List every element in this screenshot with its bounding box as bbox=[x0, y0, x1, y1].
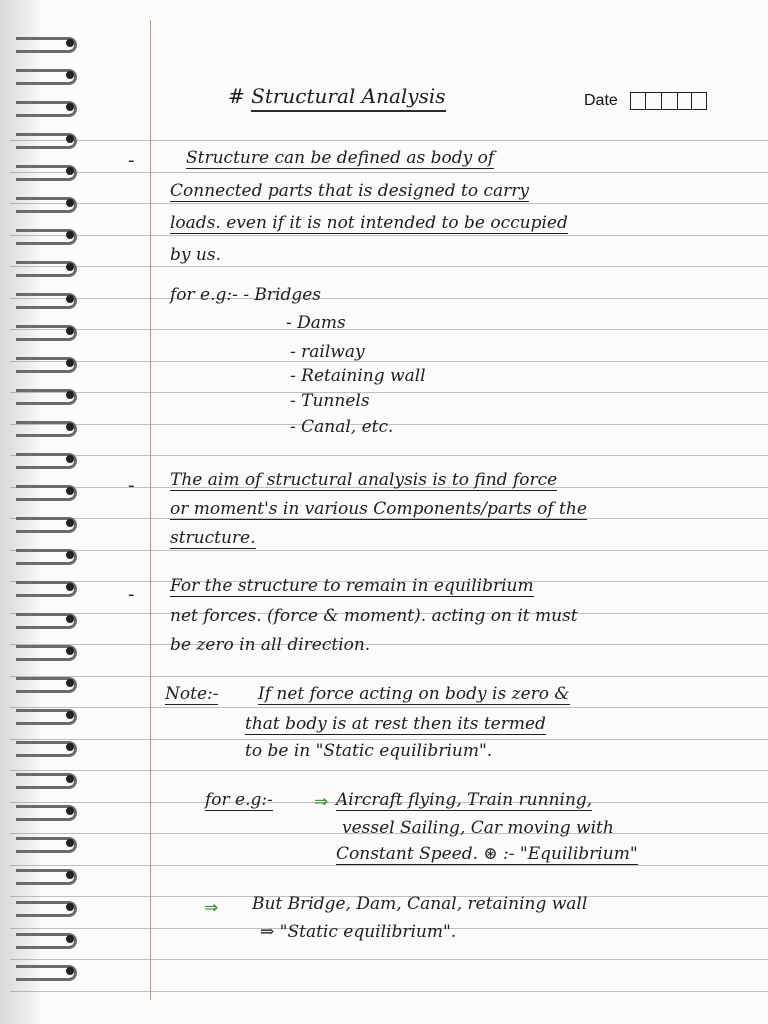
paragraph3-line1: For the structure to remain in equilibrium bbox=[170, 576, 534, 596]
page-title bbox=[228, 84, 446, 108]
paragraph3-line3: be zero in all direction. bbox=[170, 635, 371, 655]
paragraph1-line4: by us. bbox=[170, 245, 221, 265]
date-box bbox=[630, 92, 707, 110]
bullet-dash: - bbox=[128, 150, 135, 171]
example-item: - Canal, etc. bbox=[290, 417, 394, 437]
examples-intro: for e.g:- - Bridges bbox=[170, 285, 322, 305]
example-item: - Tunnels bbox=[290, 391, 370, 411]
example2-line1: Aircraft flying, Train running, bbox=[336, 790, 593, 810]
paragraph1-line2: Connected parts that is designed to carry bbox=[170, 181, 529, 201]
paragraph1-line1: Structure can be defined as body of bbox=[186, 148, 495, 168]
paragraph1-line3: loads. even if it is not intended to be occupied bbox=[170, 213, 568, 233]
example2-label: for e.g:- bbox=[205, 790, 273, 810]
bullet-dash: - bbox=[128, 475, 135, 496]
paragraph3-line2: net forces. (force & moment). acting on it must bbox=[170, 606, 578, 626]
note-line2: that body is at rest then its termed bbox=[245, 714, 546, 734]
example-item: - Retaining wall bbox=[290, 366, 426, 386]
arrow-icon: ⇒ bbox=[314, 792, 329, 812]
note-line1: If net force acting on body is zero & bbox=[258, 684, 570, 704]
bullet-dash: - bbox=[128, 584, 135, 605]
title-text: Structural Analysis bbox=[251, 84, 445, 112]
conclusion-line2: ⇒ "Static equilibrium". bbox=[260, 922, 457, 942]
example2-line3: Constant Speed. ⊛ :- "Equilibrium" bbox=[336, 844, 638, 864]
paragraph2-line2: or moment's in various Components/parts of the bbox=[170, 499, 587, 519]
note-line3: to be in "Static equilibrium". bbox=[245, 741, 493, 761]
example2-line2: vessel Sailing, Car moving with bbox=[342, 818, 614, 838]
arrow-icon: ⇒ bbox=[204, 898, 219, 918]
paragraph2-line1: The aim of structural analysis is to find force bbox=[170, 470, 558, 490]
conclusion-line1: But Bridge, Dam, Canal, retaining wall bbox=[252, 894, 588, 914]
date-label: Date bbox=[584, 92, 618, 109]
example-item: - railway bbox=[290, 342, 365, 362]
example-item: - Dams bbox=[286, 313, 346, 333]
note-label: Note:- bbox=[165, 684, 219, 704]
title-prefix: # bbox=[228, 84, 245, 108]
paragraph2-line3: structure. bbox=[170, 528, 256, 548]
